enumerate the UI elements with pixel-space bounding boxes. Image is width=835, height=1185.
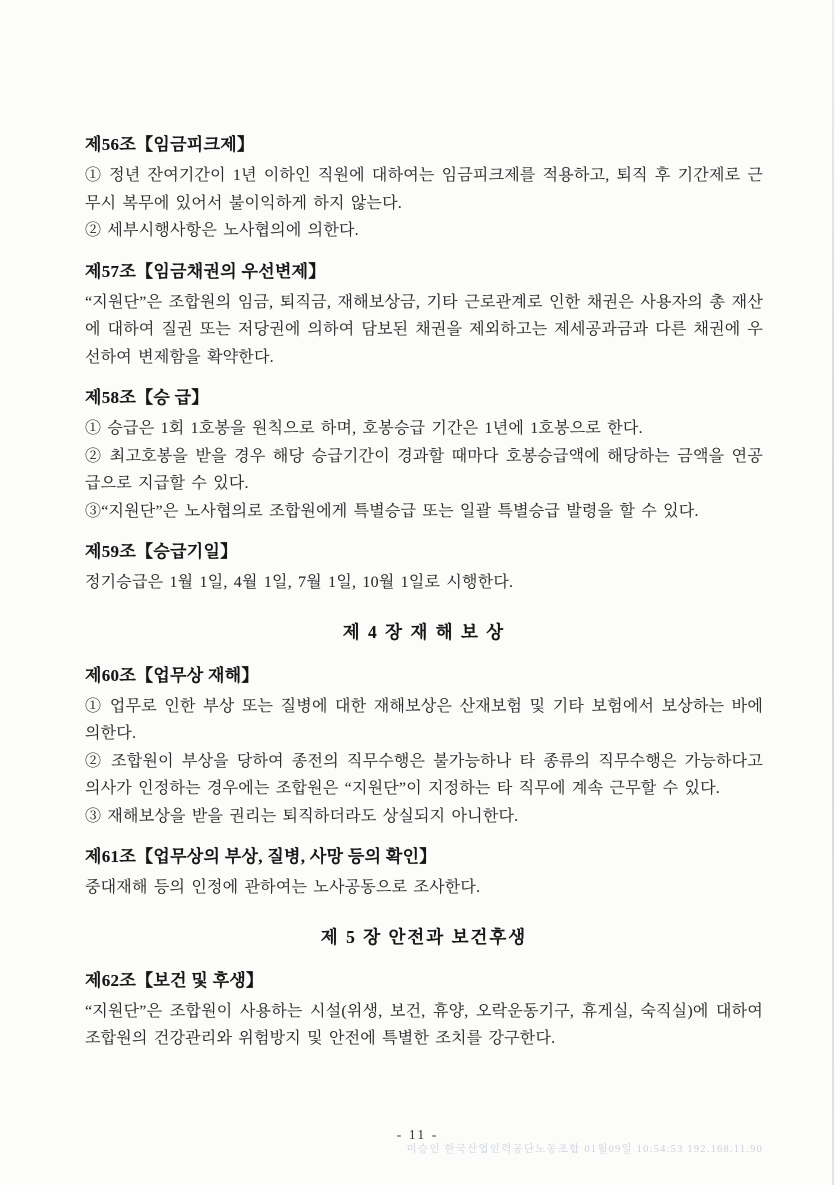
page-number: - 11 - xyxy=(396,1128,439,1143)
article-58-paragraph-1: ① 승급은 1회 1호봉을 원칙으로 하며, 호봉승급 기간은 1년에 1호봉으로 한다. xyxy=(85,420,643,437)
article-62 xyxy=(85,970,763,1053)
article-59-paragraph-1: 정기승급은 1월 1일, 4월 1일, 7월 1일, 10월 1일로 시행한다. xyxy=(85,574,514,591)
article-57 xyxy=(85,261,763,372)
article-56 xyxy=(85,134,763,245)
article-59 xyxy=(85,541,763,597)
article-60-paragraph-2: ② 조합원이 부상을 당하여 종전의 직무수행은 불가능하나 타 종류의 직무수행은 가능하다고 의사가 인정하는 경우에는 조합원은 “지원단”이 지정하는 타 직무에 계속 근무할 수 있다. xyxy=(85,752,763,797)
watermark-stamp: 미승인 한국산업인력공단노동조합 01월09일 10:54:53 192.168.11.90 xyxy=(406,1144,763,1155)
article-60 xyxy=(85,665,763,831)
scan-edge-line xyxy=(832,0,834,1185)
article-58-paragraph-3: ③“지원단”은 노사협의로 조합원에게 특별승급 또는 일괄 특별승급 발령을 할 수 있다. xyxy=(85,502,699,520)
article-56-heading: 제56조【임금피크제】 xyxy=(85,135,255,154)
document-content xyxy=(85,134,763,1069)
article-61-paragraph-1: 중대재해 등의 인정에 관하여는 노사공동으로 조사한다. xyxy=(85,879,481,896)
article-62-paragraph-1: “지원단”은 조합원이 사용하는 시설(위생, 보건, 휴양, 오락운동기구, 휴게실, 숙직실)에 대하여 조합원의 건강관리와 위험방지 및 안전에 특별한 조치를 강구한다. xyxy=(85,1002,763,1047)
article-60-heading: 제60조【업무상 재해】 xyxy=(85,665,259,685)
article-61 xyxy=(85,846,763,902)
article-57-paragraph-1: “지원단”은 조합원의 임금, 퇴직금, 재해보상금, 기타 근로관계로 인한 채권은 사용자의 총 재산에 대하여 질권 또는 저당권에 의하여 담보된 채권을 제외하고는 제세공과금과 다른 채권에 우선하여 변제함을 확약한다. xyxy=(85,293,763,366)
article-62-heading: 제62조【보건 및 후생】 xyxy=(85,970,264,990)
article-56-paragraph-2: ② 세부시행사항은 노사협의에 의한다. xyxy=(85,222,359,239)
article-58 xyxy=(85,387,763,525)
page-footer xyxy=(0,1128,835,1168)
article-61-heading: 제61조【업무상의 부상, 질병, 사망 등의 확인】 xyxy=(85,847,437,866)
article-57-heading: 제57조【임금채권의 우선변제】 xyxy=(85,261,326,281)
article-58-heading: 제58조【승 급】 xyxy=(85,388,209,407)
article-56-paragraph-1: ① 정년 잔여기간이 1년 이하인 직원에 대하여는 임금피크제를 적용하고, 퇴직 후 기간제로 근무시 복무에 있어서 불이익하게 하지 않는다. xyxy=(85,167,763,212)
article-59-heading: 제59조【승급기일】 xyxy=(85,542,238,561)
article-60-paragraph-3: ③ 재해보상을 받을 권리는 퇴직하더라도 상실되지 아니한다. xyxy=(85,807,519,825)
article-58-paragraph-2: ② 최고호봉을 받을 경우 해당 승급기간이 경과할 때마다 호봉승급액에 해당하는 금액을 연공급으로 지급할 수 있다. xyxy=(85,447,763,492)
article-60-paragraph-1: ① 업무로 인한 부상 또는 질병에 대한 재해보상은 산재보험 및 기타 보험에서 보상하는 바에 의한다. xyxy=(85,697,763,742)
chapter-4-title: 제 4 장 재 해 보 상 xyxy=(342,621,506,642)
chapter-5-title: 제 5 장 안전과 보건후생 xyxy=(320,926,528,947)
